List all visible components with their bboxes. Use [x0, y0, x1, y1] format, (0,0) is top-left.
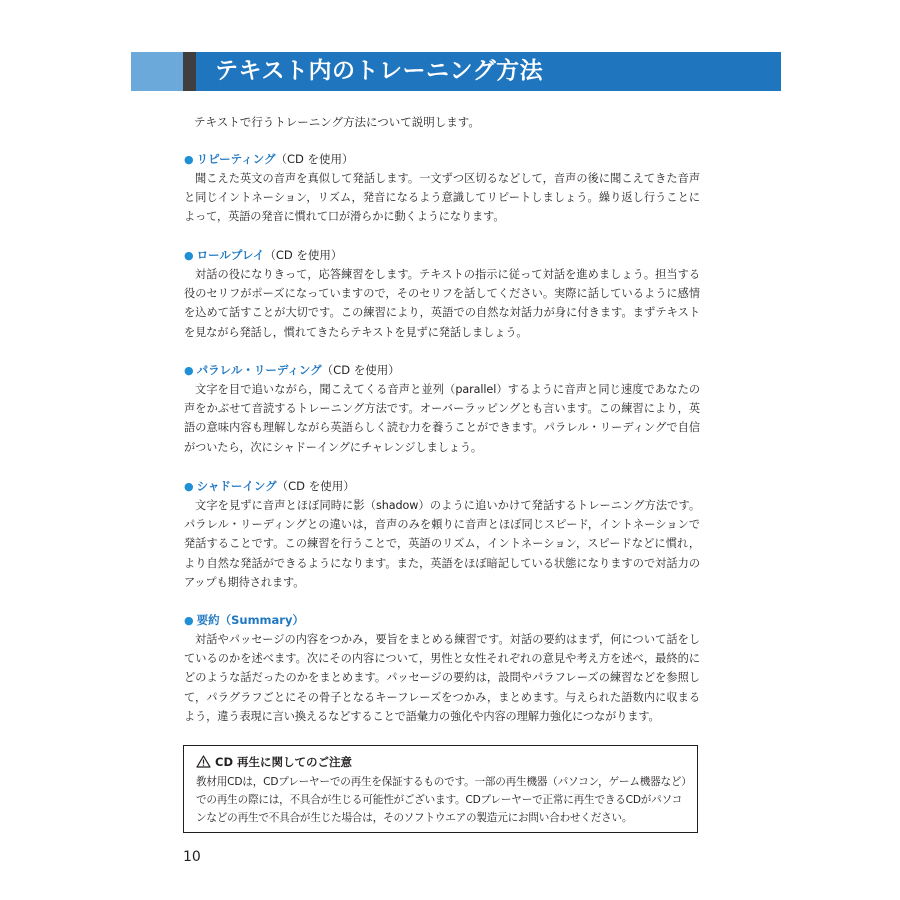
section-parallel-reading	[184, 361, 700, 457]
caution-title: CD 再生に関してのご注意	[215, 755, 352, 769]
title-bar-accent	[183, 52, 196, 91]
section-heading	[184, 361, 700, 380]
section-body: 文字を見ずに音声とほぼ同時に影（shadow）のように追いかけて発話するトレーニング方法です。パラレル・リーディングとの違いは，音声のみを頼りに音声とほぼ同じスピード，イントネーションで発話することです。この練習を行うことで，英語のリズム，イントネーション，スピードなどに慣れ，より自然な発話ができるようになります。また，英語をほぼ暗記している状態になりますので対話力のアップも期待されます。	[184, 499, 700, 589]
section-title: ロールプレイ	[196, 248, 265, 262]
bullet-icon: ●	[184, 153, 194, 166]
bullet-icon: ●	[184, 249, 194, 262]
caution-box	[183, 745, 698, 833]
section-title: リピーティング	[196, 152, 276, 166]
section-note: （CD を使用）	[321, 363, 400, 377]
section-note: （CD を使用）	[275, 152, 354, 166]
caution-heading	[196, 753, 687, 771]
section-body: 聞こえた英文の音声を真似して発話します。一文ずつ区切るなどして，音声の後に聞こえてきた音声と同じイントネーション，リズム，発音になるよう意識してリピートしましょう。繰り返し行うことによって，英語の発音に慣れて口が滑らかに動くようになります。	[184, 172, 700, 224]
section-title: パラレル・リーディング	[196, 363, 322, 377]
bullet-icon: ●	[184, 614, 194, 627]
page-number: 10	[183, 849, 201, 865]
section-summary	[184, 611, 700, 726]
section-title: 要約（Summary）	[196, 613, 304, 627]
section-title: シャドーイング	[196, 479, 277, 493]
section-note: （CD を使用）	[276, 479, 355, 493]
section-shadowing	[184, 477, 700, 592]
page-title: テキスト内のトレーニング方法	[215, 58, 544, 84]
section-body: 対話やパッセージの内容をつかみ，要旨をまとめる練習です。対話の要約はまず，何について話をしているのかを述べます。次にその内容について，男性と女性それぞれの意見や考え方を述べ，最終的にどのような話だったのかをまとめます。パッセージの要約は，設問やパラフレーズの練習などを参照して，パラグラフごとにその骨子となるキーフレーズをつかみ，まとめます。与えられた語数内に収まるよう，違う表現に言い換えるなどすることで語彙力の強化や内容の理解力強化につながります。	[184, 633, 700, 723]
caution-body: 教材用CDは，CDプレーヤーでの再生を保証するものです。一部の再生機器（パソコン，ゲーム機器など）での再生の際には，不具合が生じる可能性がございます。CDプレーヤーで正常に再生できるCDがパソコンなどの再生で不具合が生じた場合は，そのソフトウエアの製造元にお問い合わせください。	[196, 776, 687, 824]
section-heading	[184, 611, 700, 630]
section-body: 対話の役になりきって，応答練習をします。テキストの指示に従って対話を進めましょう。担当する役のセリフがポーズになっていますので，そのセリフを話してください。実際に話しているように感情を込めて話すことが大切です。この練習により，英語での自然な対話力が身に付きます。まずテキストを見ながら発話し，慣れてきたらテキストを見ずに発話しましょう。	[184, 268, 700, 339]
bullet-icon: ●	[184, 480, 194, 493]
section-roleplay	[184, 246, 700, 342]
section-repeating	[184, 150, 700, 227]
bullet-icon: ●	[184, 364, 194, 377]
section-note: （CD を使用）	[264, 248, 343, 262]
section-heading	[184, 477, 700, 496]
intro-text: テキストで行うトレーニング方法について説明します。	[194, 115, 480, 129]
section-heading	[184, 150, 700, 169]
title-bar	[131, 52, 769, 91]
warning-triangle-icon	[196, 755, 211, 768]
section-heading	[184, 246, 700, 265]
section-body: 文字を目で追いながら，聞こえてくる音声と並列（parallel）するように音声と同じ速度であなたの声をかぶせて音読するトレーニング方法です。オーバーラッピングとも言います。この練習により，英語の意味内容も理解しながら英語らしく読む力を養うことができます。パラレル・リーディングで自信がついたら，次にシャドーイングにチャレンジしましょう。	[184, 383, 700, 454]
